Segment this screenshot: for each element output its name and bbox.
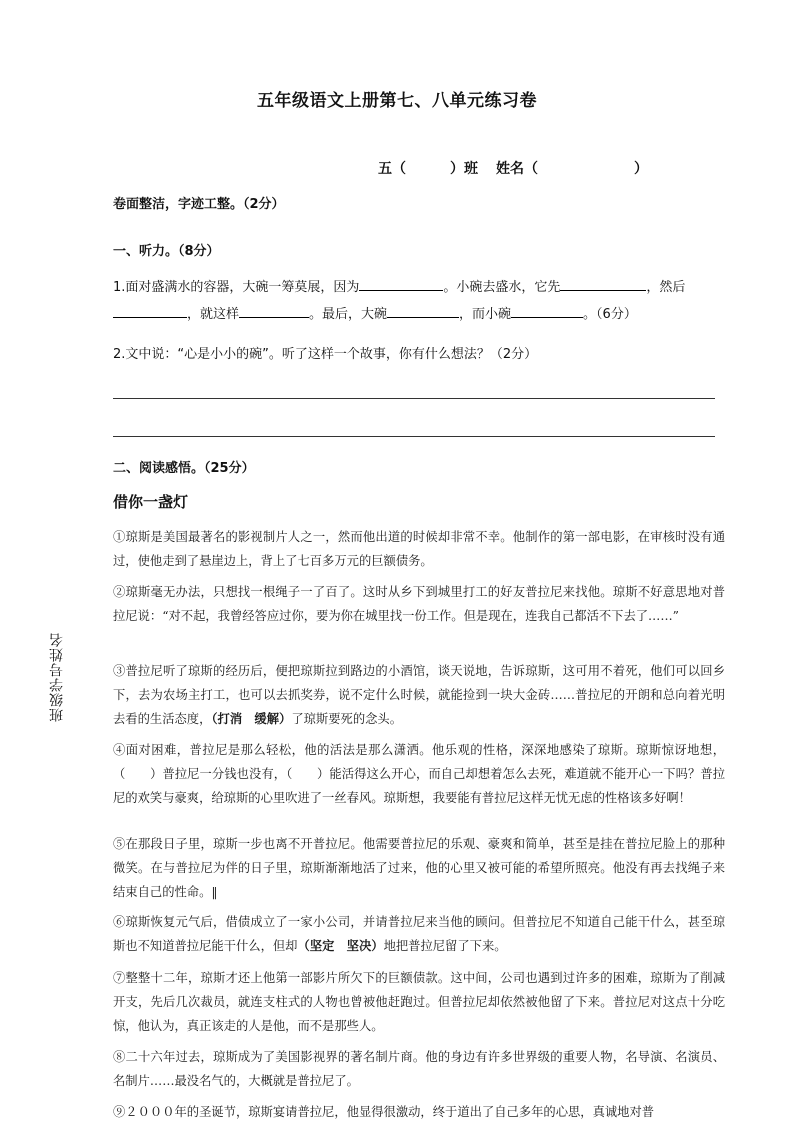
paragraph-6 xyxy=(113,910,725,958)
side-binding-label: 班级学号姓名 xyxy=(49,632,65,722)
paragraph-1: ①琼斯是美国最著名的影视制片人之一，然而他出道的时候却非常不幸。他制作的第一部电影，在审核时没有通过，使他走到了悬崖边上，背上了七百多万元的巨额债务。 xyxy=(113,530,725,568)
q1-text-6: ，而小碗 xyxy=(459,307,512,322)
q1-text-3: ，然后 xyxy=(646,280,686,295)
q1-text-1: 1.面对盛满水的容器，大碗一筹莫展，因为 xyxy=(113,280,360,295)
q1-blank-3[interactable] xyxy=(113,303,187,318)
name-suffix: ） xyxy=(634,161,648,177)
q1-blank-6[interactable] xyxy=(511,303,583,318)
class-prefix: 五（ xyxy=(378,161,406,177)
p3-text-c: 了琼斯要死的念头。 xyxy=(291,712,403,726)
p6-text-a: ⑥琼斯恢复元气后，借债成立了一家小公司，并请普拉尼来当他的顾问。但普拉尼不知道自己能干什么，甚至琼斯也不知道普拉尼能干什么，但却 xyxy=(113,915,725,953)
paragraph-7: ⑦整整十二年，琼斯才还上他第一部影片所欠下的巨额债款。这中间，公司也遇到过许多的困难，琼斯为了削减开支，先后几次裁员，就连支柱式的人物也曾被他赶跑过。但普拉尼却依然被他留了下来。普拉尼对这点十分吃惊，他认为，真正该走的人是他，而不是那些人。 xyxy=(113,971,725,1033)
q1-blank-5[interactable] xyxy=(387,303,459,318)
q1-text-5: 。最后，大碗 xyxy=(309,307,388,322)
q1-blank-2[interactable] xyxy=(560,276,646,291)
p3-text-a: ③普拉尼听了琼斯的经历后，便把琼斯拉到路边的小酒馆，谈天说地，告诉琼斯，这可用不着死，他们可以回乡下，去为农场主打工，也可以去抓奖券，说不定什么时候，就能捡到一块大金砖……普拉尼的开朗和总向着光明去看的生活态度， xyxy=(113,664,725,726)
section1-heading: 一、听力。（8分） xyxy=(113,244,220,259)
answer-line-2[interactable] xyxy=(113,436,715,437)
paragraph-2: ②琼斯毫无办法，只想找一根绳子一了百了。这时从乡下到城里打工的好友普拉尼来找他。琼斯不好意思地对普拉尼说：“对不起，我曾经答应过你，要为你在城里找一份工作。但是现在，连我自己都活不下去了……” xyxy=(113,585,725,623)
answer-line-1[interactable] xyxy=(113,398,715,399)
paragraph-9: ⑨２０００年的圣诞节，琼斯宴请普拉尼，他显得很激动，终于道出了自己多年的心思，真诚地对普 xyxy=(113,1105,655,1119)
p3-word-choice: （打消 缓解） xyxy=(211,711,292,726)
paragraph-3 xyxy=(113,659,725,731)
passage-title: 借你一盏灯 xyxy=(113,493,189,511)
p6-word-choice: （坚定 坚决） xyxy=(297,938,384,953)
q1-text-4: ，就这样 xyxy=(187,307,240,322)
page-title: 五年级语文上册第七、八单元练习卷 xyxy=(257,91,537,111)
paragraph-4: ④面对困难，普拉尼是那么轻松，他的活法是那么潇洒。他乐观的性格，深深地感染了琼斯。琼斯惊讶地想，（ ）普拉尼一分钱也没有，（ ）能活得这么开心，而自己却想着怎么去死，难道就不能开心一下吗？普拉尼的欢笑与豪爽，给琼斯的心里吹进了一丝春风。琼斯想，我要能有普拉尼这样无忧无虑的性格该多好啊！ xyxy=(113,743,725,805)
q1-blank-4[interactable] xyxy=(239,303,309,318)
name-label: 姓名（ xyxy=(496,161,538,177)
paragraph-5: ⑤在那段日子里，琼斯一步也离不开普拉尼。他需要普拉尼的乐观、豪爽和简单，甚至是挂在普拉尼脸上的那种微笑。在与普拉尼为伴的日子里，琼斯渐渐地活了过来，他的心里又被可能的希望所照亮。他没有再去找绳子来结束自己的性命。‖ xyxy=(113,837,725,899)
class-name-line xyxy=(378,158,648,178)
q1-text-7: 。（6分） xyxy=(583,307,637,322)
neatness-note: 卷面整洁，字迹工整。（2分） xyxy=(113,197,285,212)
p6-text-c: 地把普拉尼留了下来。 xyxy=(383,939,507,953)
class-suffix: ）班 xyxy=(450,161,478,177)
q1-text-2: 。小碗去盛水，它先 xyxy=(443,280,561,295)
q1-blank-1[interactable] xyxy=(359,276,443,291)
section2-heading: 二、阅读感悟。（25分） xyxy=(113,461,255,476)
question-2: 2.文中说：“心是小小的碗”。听了这样一个故事，你有什么想法？（2分） xyxy=(113,347,538,362)
paragraph-8: ⑧二十六年过去，琼斯成为了美国影视界的著名制片商。他的身边有许多世界级的重要人物，名导演、名演员、名制片……最没名气的，大概就是普拉尼了。 xyxy=(113,1050,725,1088)
question-1 xyxy=(113,274,725,328)
